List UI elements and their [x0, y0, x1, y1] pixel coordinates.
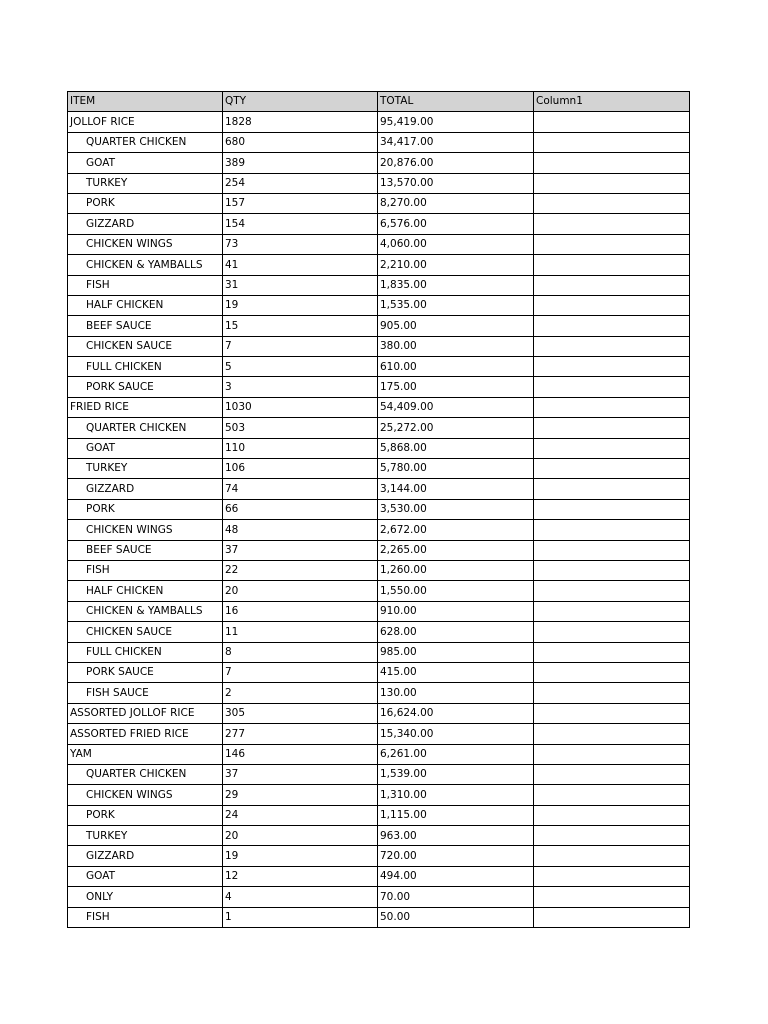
table-row [68, 438, 690, 458]
cell-column1 [534, 866, 690, 886]
cell-column1 [534, 153, 690, 173]
cell-qty: 2 [223, 683, 378, 703]
cell-item: ASSORTED FRIED RICE [68, 724, 223, 744]
cell-total: 15,340.00 [378, 724, 534, 744]
table-row [68, 295, 690, 315]
cell-item: PORK [68, 193, 223, 213]
table-row [68, 581, 690, 601]
cell-item: TURKEY [68, 459, 223, 479]
cell-item: FRIED RICE [68, 397, 223, 417]
cell-item: GOAT [68, 866, 223, 886]
cell-total: 6,576.00 [378, 214, 534, 234]
table-row [68, 907, 690, 927]
cell-column1 [534, 683, 690, 703]
cell-item: GIZZARD [68, 214, 223, 234]
cell-total: 905.00 [378, 316, 534, 336]
cell-item: QUARTER CHICKEN [68, 132, 223, 152]
cell-item: FISH [68, 560, 223, 580]
cell-qty: 146 [223, 744, 378, 764]
cell-total: 494.00 [378, 866, 534, 886]
cell-item: CHICKEN WINGS [68, 520, 223, 540]
table-row [68, 866, 690, 886]
cell-column1 [534, 785, 690, 805]
table-row [68, 275, 690, 295]
table-row [68, 724, 690, 744]
cell-qty: 277 [223, 724, 378, 744]
cell-total: 1,835.00 [378, 275, 534, 295]
cell-column1 [534, 132, 690, 152]
cell-column1 [534, 234, 690, 254]
cell-qty: 1828 [223, 112, 378, 132]
header-total: TOTAL [378, 92, 534, 112]
cell-item: GIZZARD [68, 479, 223, 499]
cell-total: 610.00 [378, 357, 534, 377]
table-row [68, 540, 690, 560]
table-row [68, 683, 690, 703]
cell-item: PORK [68, 805, 223, 825]
cell-qty: 16 [223, 601, 378, 621]
table-row [68, 336, 690, 356]
cell-qty: 74 [223, 479, 378, 499]
sales-table [67, 91, 690, 928]
cell-qty: 66 [223, 499, 378, 519]
cell-item: QUARTER CHICKEN [68, 764, 223, 784]
cell-qty: 19 [223, 846, 378, 866]
table-row [68, 642, 690, 662]
cell-total: 1,310.00 [378, 785, 534, 805]
cell-item: YAM [68, 744, 223, 764]
cell-column1 [534, 275, 690, 295]
cell-item: ONLY [68, 887, 223, 907]
cell-item: TURKEY [68, 173, 223, 193]
cell-item: TURKEY [68, 826, 223, 846]
table-row [68, 846, 690, 866]
cell-item: CHICKEN SAUCE [68, 336, 223, 356]
cell-total: 3,530.00 [378, 499, 534, 519]
cell-column1 [534, 601, 690, 621]
cell-total: 1,550.00 [378, 581, 534, 601]
cell-total: 6,261.00 [378, 744, 534, 764]
cell-column1 [534, 479, 690, 499]
cell-qty: 29 [223, 785, 378, 805]
cell-total: 5,780.00 [378, 459, 534, 479]
cell-item: HALF CHICKEN [68, 581, 223, 601]
header-column1: Column1 [534, 92, 690, 112]
cell-total: 34,417.00 [378, 132, 534, 152]
cell-column1 [534, 642, 690, 662]
cell-column1 [534, 193, 690, 213]
cell-column1 [534, 112, 690, 132]
header-qty: QTY [223, 92, 378, 112]
cell-column1 [534, 826, 690, 846]
table-row [68, 826, 690, 846]
cell-column1 [534, 887, 690, 907]
table-row [68, 255, 690, 275]
cell-total: 910.00 [378, 601, 534, 621]
table-row [68, 377, 690, 397]
table-row [68, 173, 690, 193]
cell-item: FULL CHICKEN [68, 642, 223, 662]
cell-qty: 7 [223, 662, 378, 682]
table-row [68, 153, 690, 173]
cell-total: 380.00 [378, 336, 534, 356]
cell-item: FISH [68, 907, 223, 927]
cell-column1 [534, 622, 690, 642]
cell-qty: 11 [223, 622, 378, 642]
cell-qty: 4 [223, 887, 378, 907]
cell-qty: 3 [223, 377, 378, 397]
table-row [68, 193, 690, 213]
cell-qty: 31 [223, 275, 378, 295]
table-row [68, 560, 690, 580]
cell-column1 [534, 540, 690, 560]
cell-column1 [534, 438, 690, 458]
table-row [68, 601, 690, 621]
cell-total: 1,115.00 [378, 805, 534, 825]
cell-total: 16,624.00 [378, 703, 534, 723]
cell-total: 2,265.00 [378, 540, 534, 560]
cell-qty: 41 [223, 255, 378, 275]
cell-item: FISH SAUCE [68, 683, 223, 703]
cell-total: 1,539.00 [378, 764, 534, 784]
cell-qty: 305 [223, 703, 378, 723]
cell-qty: 154 [223, 214, 378, 234]
cell-qty: 48 [223, 520, 378, 540]
cell-column1 [534, 724, 690, 744]
cell-total: 985.00 [378, 642, 534, 662]
table-row [68, 214, 690, 234]
cell-item: QUARTER CHICKEN [68, 418, 223, 438]
cell-total: 70.00 [378, 887, 534, 907]
cell-item: CHICKEN & YAMBALLS [68, 255, 223, 275]
cell-item: PORK SAUCE [68, 662, 223, 682]
cell-item: HALF CHICKEN [68, 295, 223, 315]
cell-column1 [534, 377, 690, 397]
cell-column1 [534, 499, 690, 519]
cell-total: 50.00 [378, 907, 534, 927]
cell-total: 963.00 [378, 826, 534, 846]
cell-column1 [534, 520, 690, 540]
cell-qty: 12 [223, 866, 378, 886]
cell-total: 8,270.00 [378, 193, 534, 213]
table-row [68, 887, 690, 907]
cell-total: 54,409.00 [378, 397, 534, 417]
cell-item: CHICKEN WINGS [68, 785, 223, 805]
table-row [68, 132, 690, 152]
cell-total: 720.00 [378, 846, 534, 866]
cell-item: FULL CHICKEN [68, 357, 223, 377]
cell-qty: 24 [223, 805, 378, 825]
cell-total: 20,876.00 [378, 153, 534, 173]
cell-total: 4,060.00 [378, 234, 534, 254]
cell-qty: 19 [223, 295, 378, 315]
cell-column1 [534, 581, 690, 601]
cell-column1 [534, 459, 690, 479]
cell-column1 [534, 357, 690, 377]
cell-qty: 7 [223, 336, 378, 356]
table-row [68, 357, 690, 377]
cell-qty: 73 [223, 234, 378, 254]
cell-item: GIZZARD [68, 846, 223, 866]
cell-column1 [534, 336, 690, 356]
cell-qty: 389 [223, 153, 378, 173]
cell-qty: 37 [223, 540, 378, 560]
cell-item: JOLLOF RICE [68, 112, 223, 132]
cell-item: FISH [68, 275, 223, 295]
table-row [68, 662, 690, 682]
cell-column1 [534, 397, 690, 417]
table-body [68, 112, 690, 928]
cell-qty: 106 [223, 459, 378, 479]
cell-column1 [534, 295, 690, 315]
cell-column1 [534, 744, 690, 764]
cell-column1 [534, 214, 690, 234]
cell-item: CHICKEN & YAMBALLS [68, 601, 223, 621]
cell-item: CHICKEN SAUCE [68, 622, 223, 642]
cell-item: CHICKEN WINGS [68, 234, 223, 254]
cell-qty: 37 [223, 764, 378, 784]
table-row [68, 112, 690, 132]
cell-total: 3,144.00 [378, 479, 534, 499]
cell-qty: 8 [223, 642, 378, 662]
cell-qty: 5 [223, 357, 378, 377]
cell-qty: 254 [223, 173, 378, 193]
cell-qty: 22 [223, 560, 378, 580]
cell-qty: 680 [223, 132, 378, 152]
cell-total: 175.00 [378, 377, 534, 397]
cell-qty: 20 [223, 581, 378, 601]
table-row [68, 703, 690, 723]
table-row [68, 744, 690, 764]
cell-item: PORK [68, 499, 223, 519]
cell-qty: 1 [223, 907, 378, 927]
cell-column1 [534, 846, 690, 866]
cell-column1 [534, 662, 690, 682]
table-header [68, 92, 690, 112]
cell-column1 [534, 805, 690, 825]
cell-column1 [534, 560, 690, 580]
cell-column1 [534, 255, 690, 275]
cell-total: 415.00 [378, 662, 534, 682]
cell-column1 [534, 316, 690, 336]
cell-qty: 157 [223, 193, 378, 213]
table-row [68, 234, 690, 254]
cell-item: GOAT [68, 153, 223, 173]
cell-item: PORK SAUCE [68, 377, 223, 397]
table-row [68, 499, 690, 519]
cell-column1 [534, 703, 690, 723]
cell-total: 95,419.00 [378, 112, 534, 132]
table-row [68, 479, 690, 499]
table-row [68, 459, 690, 479]
cell-qty: 503 [223, 418, 378, 438]
table-row [68, 418, 690, 438]
cell-column1 [534, 418, 690, 438]
cell-total: 1,535.00 [378, 295, 534, 315]
table-row [68, 764, 690, 784]
cell-item: ASSORTED JOLLOF RICE [68, 703, 223, 723]
cell-item: GOAT [68, 438, 223, 458]
table-row [68, 397, 690, 417]
cell-total: 13,570.00 [378, 173, 534, 193]
cell-column1 [534, 764, 690, 784]
cell-column1 [534, 173, 690, 193]
header-row [68, 92, 690, 112]
cell-qty: 1030 [223, 397, 378, 417]
cell-column1 [534, 907, 690, 927]
cell-total: 1,260.00 [378, 560, 534, 580]
table-row [68, 520, 690, 540]
cell-total: 2,210.00 [378, 255, 534, 275]
header-item: ITEM [68, 92, 223, 112]
cell-total: 130.00 [378, 683, 534, 703]
cell-total: 628.00 [378, 622, 534, 642]
cell-qty: 15 [223, 316, 378, 336]
cell-item: BEEF SAUCE [68, 540, 223, 560]
cell-total: 2,672.00 [378, 520, 534, 540]
cell-total: 5,868.00 [378, 438, 534, 458]
cell-item: BEEF SAUCE [68, 316, 223, 336]
table-row [68, 785, 690, 805]
table-row [68, 622, 690, 642]
cell-qty: 20 [223, 826, 378, 846]
table-row [68, 316, 690, 336]
cell-total: 25,272.00 [378, 418, 534, 438]
table-row [68, 805, 690, 825]
cell-qty: 110 [223, 438, 378, 458]
